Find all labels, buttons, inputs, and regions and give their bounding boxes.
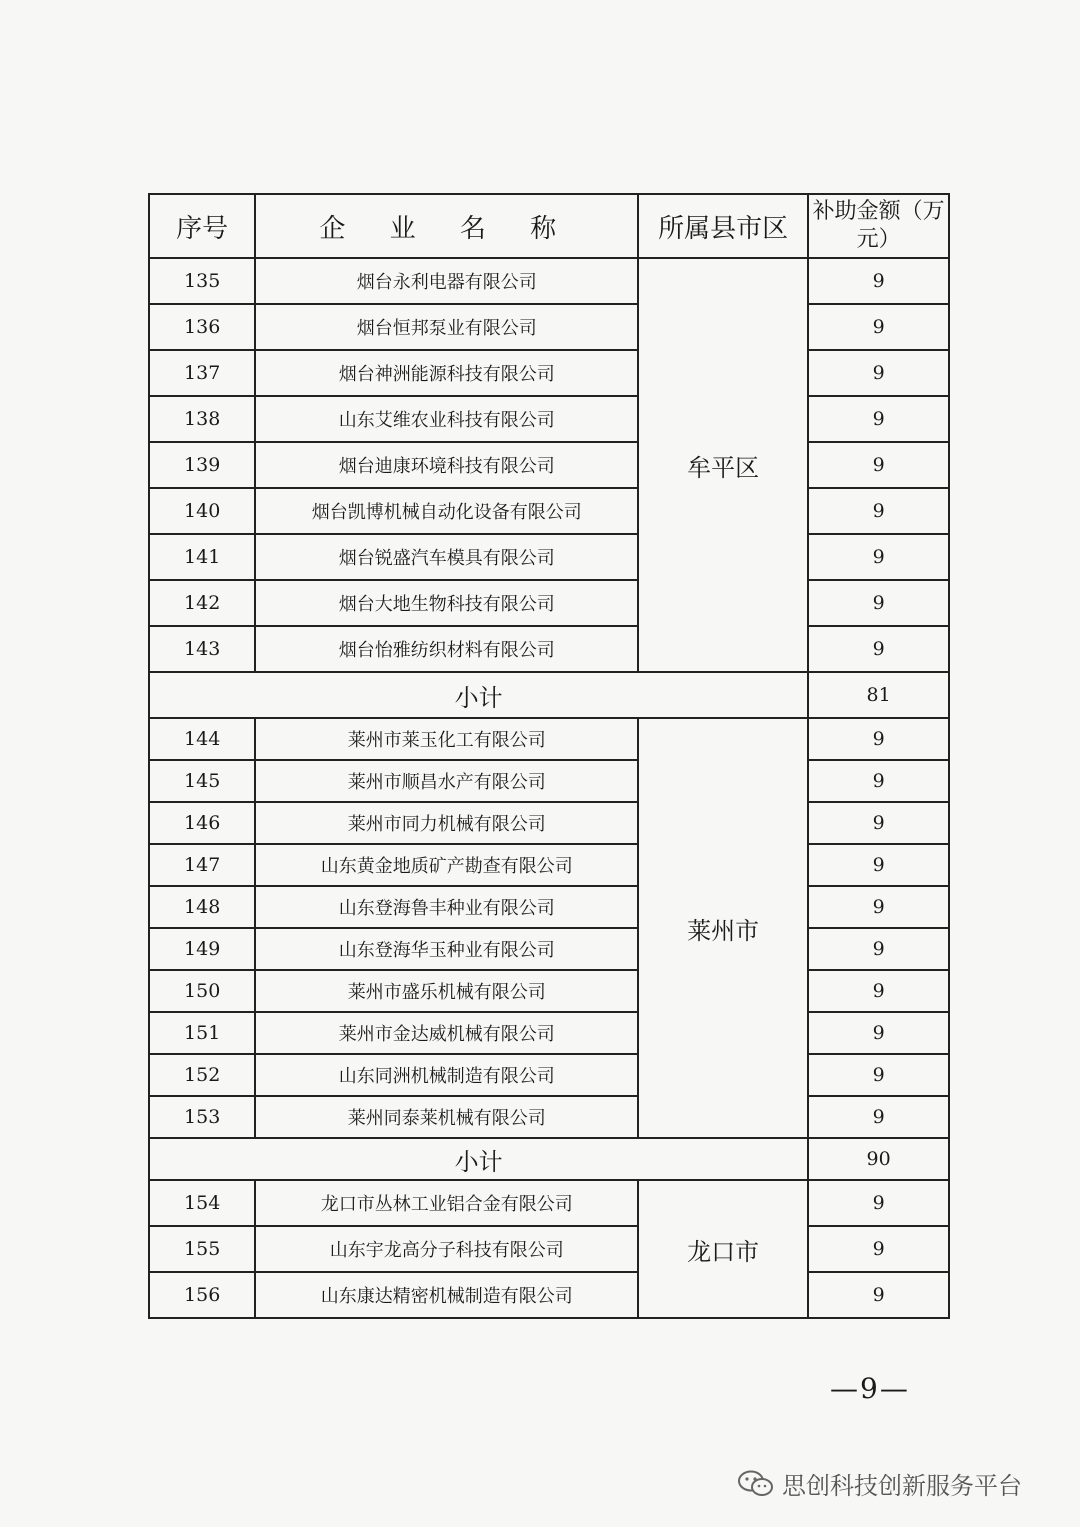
table-row [149,626,949,672]
row-amount: 9 [808,626,949,672]
row-amount: 9 [808,1012,949,1054]
row-company-name: 烟台凯博机械自动化设备有限公司 [255,488,638,534]
row-amount: 9 [808,350,949,396]
row-amount: 9 [808,928,949,970]
row-seq: 148 [149,886,255,928]
table-row [149,1054,949,1096]
row-amount: 9 [808,488,949,534]
row-seq: 140 [149,488,255,534]
row-seq: 150 [149,970,255,1012]
row-amount: 9 [808,258,949,304]
table-row [149,1096,949,1138]
row-amount: 9 [808,760,949,802]
row-amount: 9 [808,1096,949,1138]
row-seq: 149 [149,928,255,970]
row-seq: 139 [149,442,255,488]
row-company-name: 龙口市丛林工业铝合金有限公司 [255,1180,638,1226]
row-amount: 9 [808,1054,949,1096]
row-amount: 9 [808,718,949,760]
row-seq: 136 [149,304,255,350]
subtotal-row [149,1138,949,1180]
row-seq: 155 [149,1226,255,1272]
row-company-name: 莱州同泰莱机械有限公司 [255,1096,638,1138]
row-seq: 141 [149,534,255,580]
row-company-name: 山东宇龙高分子科技有限公司 [255,1226,638,1272]
district-muping: 牟平区 [638,258,808,672]
table-row [149,718,949,760]
row-company-name: 烟台怡雅纺织材料有限公司 [255,626,638,672]
row-amount: 9 [808,844,949,886]
row-seq: 138 [149,396,255,442]
table-row [149,580,949,626]
row-company-name: 山东登海鲁丰种业有限公司 [255,886,638,928]
table-row [149,1226,949,1272]
row-amount: 9 [808,802,949,844]
row-amount: 9 [808,1180,949,1226]
page-number: —9— [830,1372,910,1405]
row-company-name: 烟台锐盛汽车模具有限公司 [255,534,638,580]
row-seq: 145 [149,760,255,802]
subtotal-label: 小计 [149,1138,808,1180]
district-laizhou: 莱州市 [638,718,808,1138]
row-amount: 9 [808,442,949,488]
row-company-name: 烟台永利电器有限公司 [255,258,638,304]
table-row [149,970,949,1012]
row-seq: 142 [149,580,255,626]
table-row [149,350,949,396]
table-row [149,534,949,580]
table-row [149,886,949,928]
row-company-name: 山东艾维农业科技有限公司 [255,396,638,442]
footer-text: 思创科技创新服务平台 [782,1472,1022,1500]
row-seq: 137 [149,350,255,396]
row-amount: 9 [808,1272,949,1318]
row-amount: 9 [808,580,949,626]
row-amount: 9 [808,970,949,1012]
table-row [149,396,949,442]
row-company-name: 莱州市盛乐机械有限公司 [255,970,638,1012]
row-seq: 135 [149,258,255,304]
row-amount: 9 [808,1226,949,1272]
row-seq: 146 [149,802,255,844]
table-row [149,442,949,488]
table-row [149,928,949,970]
row-company-name: 山东登海华玉种业有限公司 [255,928,638,970]
district-longkou: 龙口市 [638,1180,808,1318]
row-seq: 143 [149,626,255,672]
row-amount: 9 [808,886,949,928]
header-district: 所属县市区 [638,194,808,258]
subsidy-table [148,193,950,1319]
row-seq: 151 [149,1012,255,1054]
row-company-name: 莱州市金达威机械有限公司 [255,1012,638,1054]
table-row [149,258,949,304]
row-company-name: 烟台迪康环境科技有限公司 [255,442,638,488]
row-company-name: 烟台神洲能源科技有限公司 [255,350,638,396]
footer-watermark [738,1466,1022,1501]
table-row [149,1180,949,1226]
row-seq: 154 [149,1180,255,1226]
row-company-name: 莱州市同力机械有限公司 [255,802,638,844]
header-amount: 补助金额（万元） [808,194,949,258]
row-seq: 144 [149,718,255,760]
subtotal-amount: 81 [808,672,949,718]
subtotal-amount: 90 [808,1138,949,1180]
row-company-name: 山东黄金地质矿产勘查有限公司 [255,844,638,886]
row-seq: 152 [149,1054,255,1096]
row-amount: 9 [808,304,949,350]
row-company-name: 山东同洲机械制造有限公司 [255,1054,638,1096]
header-seq: 序号 [149,194,255,258]
row-amount: 9 [808,396,949,442]
row-seq: 147 [149,844,255,886]
table-row [149,844,949,886]
row-seq: 156 [149,1272,255,1318]
table-row [149,304,949,350]
table-header-row [149,194,949,258]
wechat-icon [738,1470,774,1498]
row-seq: 153 [149,1096,255,1138]
subtotal-row [149,672,949,718]
row-amount: 9 [808,534,949,580]
table-row [149,488,949,534]
table-row [149,1012,949,1054]
table-row [149,1272,949,1318]
table-row [149,802,949,844]
subtotal-label: 小计 [149,672,808,718]
row-company-name: 莱州市顺昌水产有限公司 [255,760,638,802]
table-row [149,760,949,802]
row-company-name: 山东康达精密机械制造有限公司 [255,1272,638,1318]
row-company-name: 莱州市莱玉化工有限公司 [255,718,638,760]
row-company-name: 烟台恒邦泵业有限公司 [255,304,638,350]
row-company-name: 烟台大地生物科技有限公司 [255,580,638,626]
header-name: 企 业 名 称 [255,194,638,258]
